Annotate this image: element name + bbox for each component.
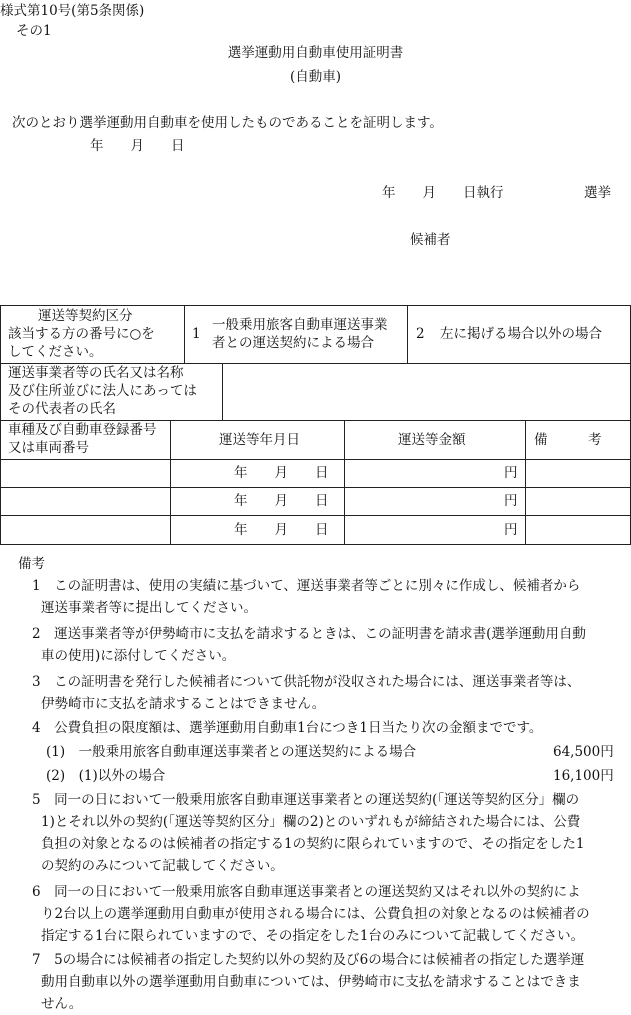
vehicle-cell[interactable] <box>1 460 170 487</box>
remarks-cell[interactable] <box>526 488 630 515</box>
document-subtitle: (自動車) <box>289 69 342 85</box>
note-5-cont3: の契約のみについて記載してください。 <box>41 858 284 874</box>
remarks-cell[interactable] <box>526 516 630 544</box>
note-5: 5 同一の日において一般乗用旅客自動車運送事業者との運送契約(「運送等契約区分」欄の <box>32 792 580 808</box>
remarks-cell[interactable] <box>526 460 630 487</box>
form-part: その1 <box>16 23 52 39</box>
row-date: 年 月 日 <box>234 465 329 481</box>
col-date-header: 運送等年月日 <box>219 432 300 448</box>
operator-label-cont: 及び住所並びに法人にあっては <box>8 383 197 399</box>
row-amount-unit: 円 <box>504 465 518 481</box>
note-6-cont2: 指定する1台に限られていますので、その指定をした1台のみについて記載してください。 <box>41 928 585 944</box>
election-name-label: 選挙 <box>584 185 611 201</box>
candidate-label: 候補者 <box>410 232 451 248</box>
vehicle-cell[interactable] <box>1 488 170 515</box>
option1-number[interactable]: 1 <box>192 326 201 342</box>
note-5-cont2: 負担の対象となるのは候補者の指定する1の契約に限られていますので、その指定をした1 <box>41 836 585 852</box>
note-6: 6 同一の日において一般乗用旅客自動車運送事業者との運送契約又はそれ以外の契約によ <box>32 884 581 900</box>
row-date: 年 月 日 <box>234 493 329 509</box>
issue-date: 年 月 日 <box>90 138 185 154</box>
note-2: 2 運送事業者等が伊勢崎市に支払を請求するときは、この証明書を請求書(選挙運動用自動 <box>32 626 586 642</box>
col-amount-header: 運送等金額 <box>398 432 466 448</box>
note-2-cont: 車の使用)に添付してください。 <box>41 648 236 664</box>
contract-type-instruction: 該当する方の番号に○を <box>8 326 155 342</box>
row-amount-unit: 円 <box>504 493 518 509</box>
note-3: 3 この証明書を発行した候補者について供託物が没収された場合には、運送事業者等は、 <box>32 674 581 690</box>
option1-text-cont: 者との運送契約による場合 <box>212 335 374 351</box>
vehicle-cell[interactable] <box>1 516 170 544</box>
note-5-cont: 1)とそれ以外の契約(「運送等契約区分」欄の2)とのいずれもが締結された場合には、公費 <box>41 814 581 830</box>
note-4-1: (1) 一般乗用旅客自動車運送事業者との運送契約による場合 <box>46 744 417 760</box>
note-7: 7 5の場合には候補者の指定した契約以外の契約及び6の場合には候補者の指定した選挙運 <box>32 952 585 968</box>
election-date: 年 月 日執行 <box>382 185 504 201</box>
col-vehicle-header-cont: 又は車両番号 <box>8 440 89 456</box>
operator-label-cont2: その代表者の氏名 <box>8 401 116 417</box>
form-number: 様式第10号(第5条関係) <box>0 3 145 19</box>
option1-text: 一般乗用旅客自動車運送事業 <box>212 317 388 333</box>
row-date: 年 月 日 <box>234 522 329 538</box>
note-4-2: (2) (1)以外の場合 <box>46 768 166 784</box>
contract-type-label: 運送等契約区分 <box>38 308 133 324</box>
notes-heading: 備考 <box>18 556 45 572</box>
contract-type-instruction-cont: してください。 <box>8 344 103 360</box>
note-3-cont: 伊勢崎市に支払を請求することはできません。 <box>41 696 326 712</box>
operator-input[interactable] <box>223 364 629 419</box>
note-6-cont: り2台以上の選挙運動用自動車が使用される場合には、公費負担の対象となるのは候補者の <box>41 906 590 922</box>
note-7-cont2: せん。 <box>41 996 83 1012</box>
document-title: 選挙運動用自動車使用証明書 <box>227 45 404 61</box>
certification-statement: 次のとおり選挙運動用自動車を使用したものであることを証明します。 <box>12 115 443 131</box>
col-vehicle-header: 車種及び自動車登録番号 <box>8 422 157 438</box>
option2-text: 左に掲げる場合以外の場合 <box>440 326 602 342</box>
row-amount-unit: 円 <box>504 522 518 538</box>
note-4-2-amount: 16,100円 <box>553 768 614 784</box>
note-1-cont: 運送事業者等に提出してください。 <box>41 600 257 616</box>
note-4-1-amount: 64,500円 <box>553 744 614 760</box>
operator-label: 運送事業者等の氏名又は名称 <box>8 365 184 381</box>
note-1: 1 この証明書は、使用の実績に基づいて、運送事業者等ごとに別々に作成し、候補者から <box>32 578 581 594</box>
note-4: 4 公費負担の限度額は、選挙運動用自動車1台につき1日当たり次の金額までです。 <box>32 720 543 736</box>
option2-number[interactable]: 2 <box>416 326 425 342</box>
note-7-cont: 動用自動車以外の選挙運動用自動車については、伊勢崎市に支払を請求することはできま <box>41 974 581 990</box>
col-remarks-header: 備 考 <box>534 432 602 448</box>
